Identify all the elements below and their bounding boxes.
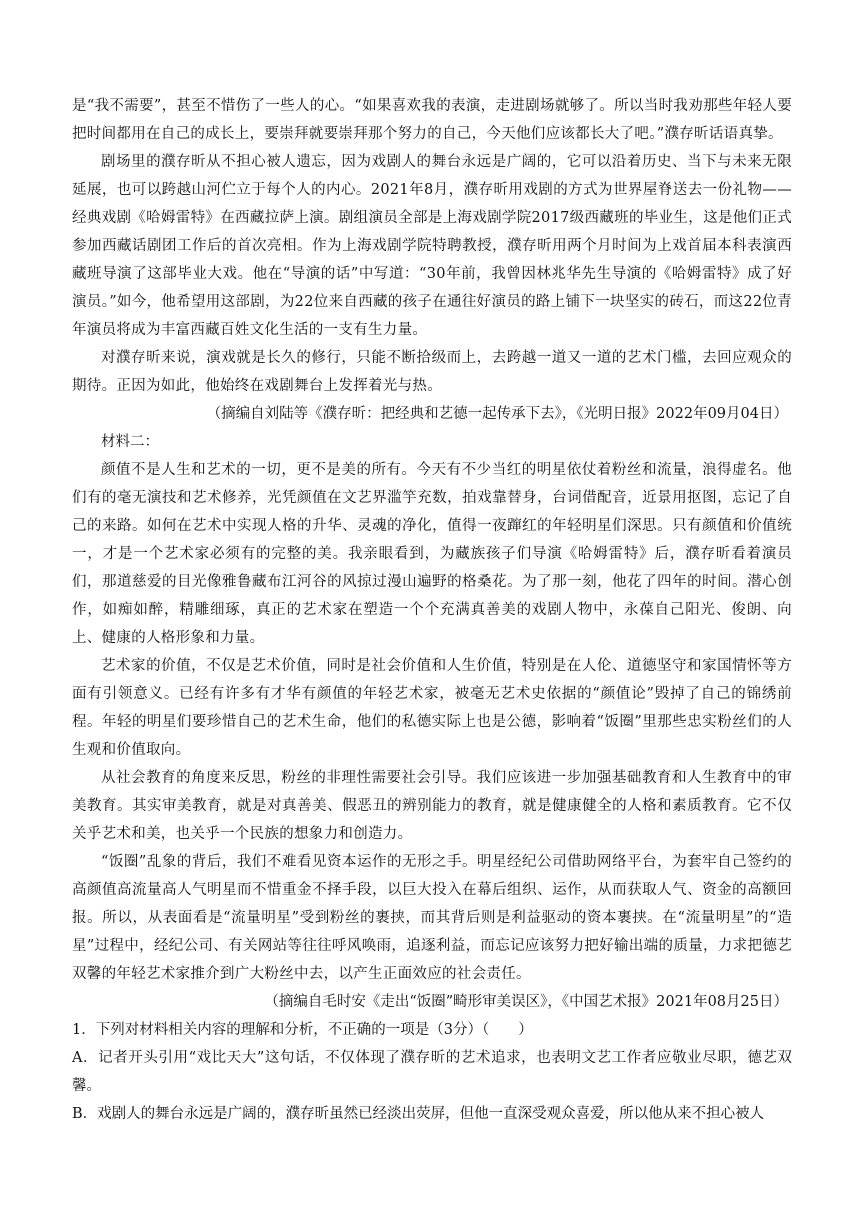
material-one-tail <box>72 92 792 428</box>
question-block <box>72 1016 792 1128</box>
material-two <box>72 428 792 1016</box>
question-stem: 1．下列对材料相关内容的理解和分析，不正确的一项是（3分）（ ） <box>72 1022 533 1038</box>
paragraph: 对濮存昕来说，演戏就是长久的修行，只能不断拾级而上，去跨越一道又一道的艺术门槛，去回应观众的期待。正因为如此，他始终在戏剧舞台上发挥着光与热。 <box>72 350 792 394</box>
document-page <box>72 92 792 1128</box>
source-citation: （摘编自刘陆等《濮存昕：把经典和艺德一起传承下去》，《光明日报》2022年09月04日） <box>206 406 788 422</box>
paragraph: 颜值不是人生和艺术的一切，更不是美的所有。今天有不少当红的明星依仗着粉丝和流量，浪得虚名。他们有的毫无演技和艺术修养，光凭颜值在文艺界滥竽充数，拍戏靠替身，台词借配音，近景用抠图，忘记了自己的来路。如何在艺术中实现人格的升华、灵魂的净化，值得一夜蹿红的年轻明星们深思。只有颜值和价值统一，才是一个艺术家必须有的完整的美。我亲眼看到，为藏族孩子们导演《哈姆雷特》后，濮存昕看着演员们，那道慈爱的目光像雅鲁藏布江河谷的风掠过漫山遍野的格桑花。为了那一刻，他花了四年的时间。潜心创作，如痴如醉，精雕细琢，真正的艺术家在塑造一个个充满真善美的戏剧人物中，永葆自己阳光、俊朗、向上、健康的人格形象和力量。 <box>72 462 792 646</box>
section-label: 材料二： <box>101 434 159 450</box>
answer-option: B．戏剧人的舞台永远是广阔的，濮存昕虽然已经淡出荧屏，但他一直深受观众喜爱，所以他从来不担心被人 <box>72 1106 765 1122</box>
paragraph: 从社会教育的角度来反思，粉丝的非理性需要社会引导。我们应该进一步加强基础教育和人生教育中的审美教育。其实审美教育，就是对真善美、假恶丑的辨别能力的教育，就是健康健全的人格和素质教育。它不仅关乎艺术和美，也关乎一个民族的想象力和创造力。 <box>72 770 792 842</box>
paragraph: “饭圈”乱象的背后，我们不难看见资本运作的无形之手。明星经纪公司借助网络平台，为套牢自己签约的高颜值高流量高人气明星而不惜重金不择手段，以巨大投入在幕后组织、运作，从而获取人气、资金的高额回报。所以，从表面看是“流量明星”受到粉丝的裹挟，而其背后则是利益驱动的资本裹挟。在“流量明星”的“造星”过程中，经纪公司、有关网站等往往呼风唤雨，追逐利益，而忘记应该努力把好输出端的质量，力求把德艺双馨的年轻艺术家推介到广大粉丝中去，以产生正面效应的社会责任。 <box>72 854 792 982</box>
answer-option: A．记者开头引用“戏比天大”这句话，不仅体现了濮存昕的艺术追求，也表明文艺工作者应敬业尽职，德艺双馨。 <box>72 1050 792 1094</box>
paragraph: 是“我不需要”，甚至不惜伤了一些人的心。“如果喜欢我的表演，走进剧场就够了。所以当时我劝那些年轻人要把时间都用在自己的成长上，要崇拜就要崇拜那个努力的自己，今天他们应该都长大了吧。”濮存昕话语真挚。 <box>72 98 792 142</box>
source-citation: （摘编自毛时安《走出“饭圈”畸形审美误区》，《中国艺术报》2021年08月25日） <box>264 994 788 1010</box>
paragraph: 艺术家的价值，不仅是艺术价值，同时是社会价值和人生价值，特别是在人伦、道德坚守和家国情怀等方面有引领意义。已经有许多有才华有颜值的年轻艺术家，被毫无艺术史依据的“颜值论”毁掉了自己的锦绣前程。年轻的明星们要珍惜自己的艺术生命，他们的私德实际上也是公德，影响着“饭圈”里那些忠实粉丝们的人生观和价值取向。 <box>72 658 792 758</box>
paragraph: 剧场里的濮存昕从不担心被人遗忘，因为戏剧人的舞台永远是广阔的，它可以沿着历史、当下与未来无限延展，也可以跨越山河伫立于每个人的内心。2021年8月，濮存昕用戏剧的方式为世界屋脊送去一份礼物——经典戏剧《哈姆雷特》在西藏拉萨上演。剧组演员全部是上海戏剧学院2017级西藏班的毕业生，这是他们正式参加西藏话剧团工作后的首次亮相。作为上海戏剧学院特聘教授，濮存昕用两个月时间为上戏首届本科表演西藏班导演了这部毕业大戏。他在“导演的话”中写道：“30年前，我曾因林兆华先生导演的《哈姆雷特》成了好演员。”如今，他希望用这部剧，为22位来自西藏的孩子在通往好演员的路上铺下一块坚实的砖石，而这22位青年演员将成为丰富西藏百姓文化生活的一支有生力量。 <box>72 154 792 338</box>
